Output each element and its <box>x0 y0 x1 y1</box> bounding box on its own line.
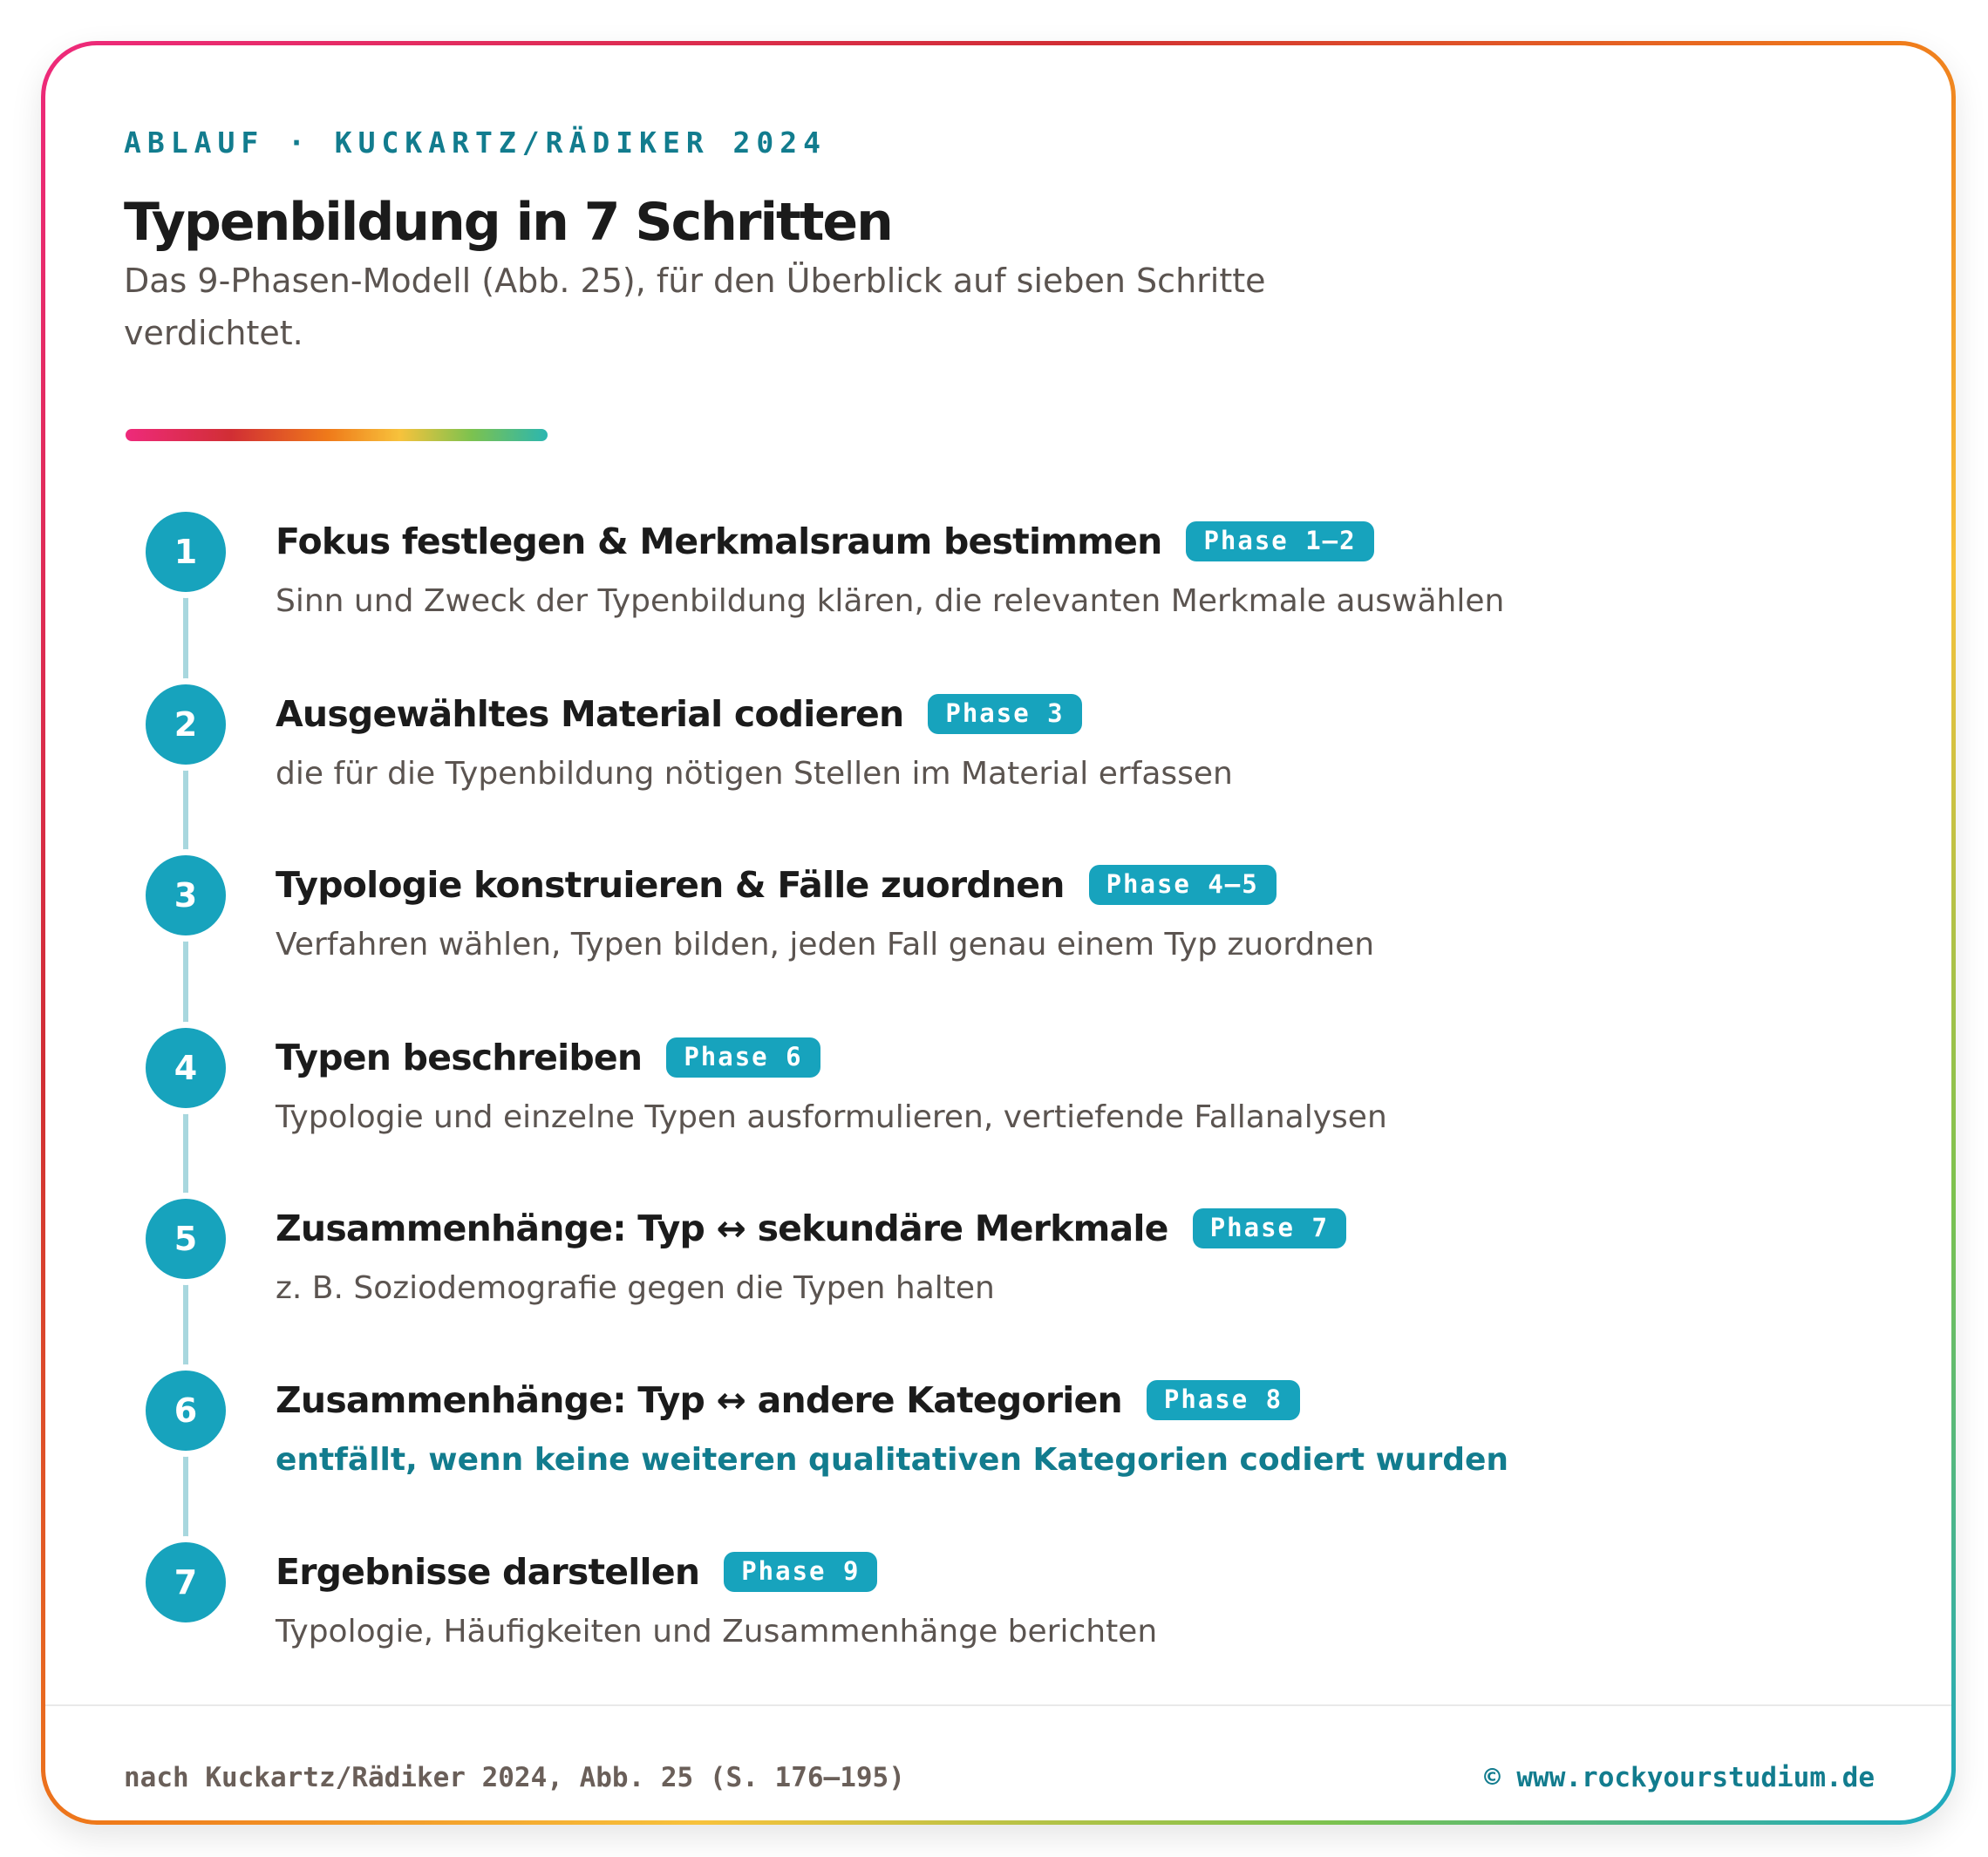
step-description: Sinn und Zweck der Typenbildung klären, die relevanten Merkmale auswählen <box>276 583 1505 619</box>
step-7 <box>45 1542 1951 1690</box>
step-number-badge: 5 <box>146 1199 226 1279</box>
phase-badge: Phase 6 <box>666 1037 820 1078</box>
rainbow-divider <box>126 429 548 441</box>
step-description: z. B. Soziodemografie gegen die Typen halten <box>276 1270 995 1306</box>
step-description: Verfahren wählen, Typen bilden, jeden Fall genau einem Typ zuordnen <box>276 927 1375 963</box>
page-title: Typenbildung in 7 Schritten <box>124 192 892 253</box>
step-header <box>276 1207 1346 1249</box>
step-4 <box>45 1028 1951 1176</box>
step-number-badge: 2 <box>146 684 226 765</box>
step-number-badge: 3 <box>146 855 226 935</box>
step-number-badge: 6 <box>146 1371 226 1451</box>
step-header <box>276 693 1082 735</box>
step-description: entfällt, wenn keine weiteren qualitativen Kategorien codiert wurden <box>276 1442 1509 1478</box>
step-description: die für die Typenbildung nötigen Stellen im Material erfassen <box>276 756 1233 792</box>
step-number-badge: 7 <box>146 1542 226 1622</box>
step-2 <box>45 684 1951 833</box>
step-number-badge: 4 <box>146 1028 226 1108</box>
step-description: Typologie, Häufigkeiten und Zusammenhänge berichten <box>276 1614 1158 1650</box>
step-header <box>276 864 1277 906</box>
step-5 <box>45 1199 1951 1347</box>
step-header <box>276 520 1374 562</box>
phase-badge: Phase 4–5 <box>1089 865 1277 905</box>
step-header <box>276 1037 820 1078</box>
step-title: Fokus festlegen & Merkmalsraum bestimmen <box>276 520 1162 562</box>
step-title: Ergebnisse darstellen <box>276 1551 700 1593</box>
step-6 <box>45 1371 1951 1519</box>
footer-divider <box>45 1704 1951 1706</box>
step-number-badge: 1 <box>146 512 226 592</box>
step-title: Ausgewähltes Material codieren <box>276 693 904 735</box>
phase-badge: Phase 8 <box>1147 1380 1300 1420</box>
step-title: Typologie konstruieren & Fälle zuordnen <box>276 864 1065 906</box>
source-citation: nach Kuckartz/Rädiker 2024, Abb. 25 (S. 176–195) <box>124 1762 905 1793</box>
phase-badge: Phase 9 <box>724 1552 877 1592</box>
step-header <box>276 1551 877 1593</box>
eyebrow-label: ABLAUF · KUCKARTZ/RÄDIKER 2024 <box>124 126 827 160</box>
step-1 <box>45 512 1951 660</box>
card <box>45 45 1951 1820</box>
copyright-link[interactable]: © www.rockyourstudium.de <box>1484 1762 1875 1793</box>
page-subtitle: Das 9-Phasen-Modell (Abb. 25), für den Überblick auf sieben Schritte verdichtet. <box>124 262 1266 352</box>
phase-badge: Phase 3 <box>928 694 1081 734</box>
phase-badge: Phase 1–2 <box>1186 521 1373 561</box>
phase-badge: Phase 7 <box>1193 1208 1346 1248</box>
step-title: Zusammenhänge: Typ ↔ sekundäre Merkmale <box>276 1207 1168 1249</box>
step-description: Typologie und einzelne Typen ausformulieren, vertiefende Fallanalysen <box>276 1099 1387 1135</box>
step-title: Zusammenhänge: Typ ↔ andere Kategorien <box>276 1379 1122 1421</box>
step-title: Typen beschreiben <box>276 1037 643 1078</box>
step-3 <box>45 855 1951 1003</box>
step-header <box>276 1379 1300 1421</box>
card-frame <box>41 41 1956 1825</box>
